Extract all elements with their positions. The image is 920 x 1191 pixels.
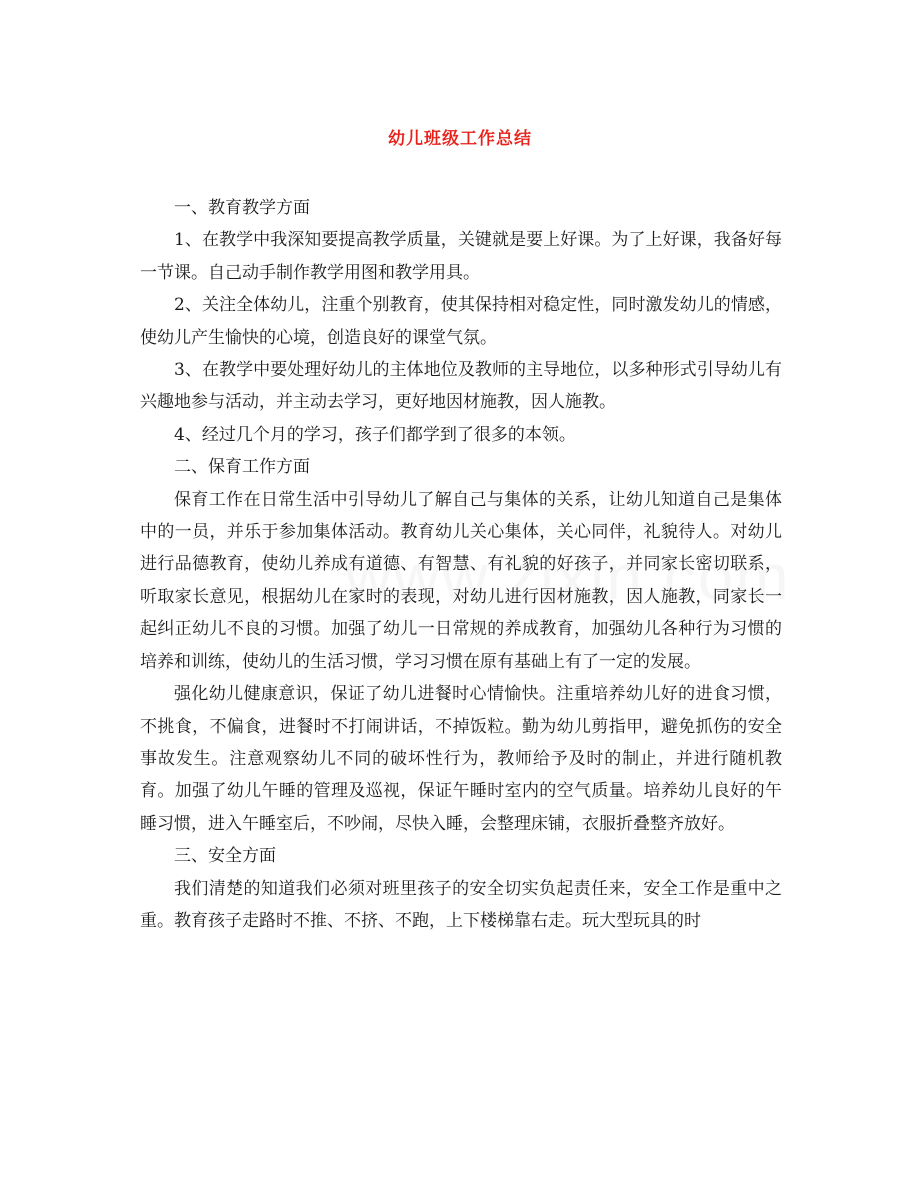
- document-body: [140, 192, 782, 937]
- paragraph: 2、关注全体幼儿，注重个别教育，使其保持相对稳定性，同时激发幼儿的情感，使幼儿产生愉快的心境，创造良好的课堂气氛。: [140, 295, 782, 348]
- paragraph: 我们清楚的知道我们必须对班里孩子的安全切实负起责任来，安全工作是重中之重。教育孩子走路时不推、不挤、不跑，上下楼梯靠右走。玩大型玩具的时: [140, 878, 782, 931]
- section-heading-teaching: 一、教育教学方面: [174, 198, 310, 218]
- paragraph: 强化幼儿健康意识，保证了幼儿进餐时心情愉快。注重培养幼儿好的进食习惯，不挑食，不偏食，进餐时不打闹讲话，不掉饭粒。勤为幼儿剪指甲，避免抓伤的安全事故发生。注意观察幼儿不同的破坏性行为，教师给予及时的制止，并进行随机教育。加强了幼儿午睡的管理及巡视，保证午睡时室内的空气质量。培养幼儿良好的午睡习惯，进入午睡室后，不吵闹，尽快入睡，会整理床铺，衣服折叠整齐放好。: [140, 684, 782, 834]
- section-heading-safety: 三、安全方面: [174, 846, 276, 867]
- section-heading-care: 二、保育工作方面: [174, 457, 310, 478]
- paragraph: 1、在教学中我深知要提高教学质量，关键就是要上好课。为了上好课，我备好每一节课。自己动手制作教学用图和教学用具。: [140, 230, 782, 283]
- paragraph: 保育工作在日常生活中引导幼儿了解自己与集体的关系，让幼儿知道自己是集体中的一员，并乐于参加集体活动。教育幼儿关心集体，关心同伴，礼貌待人。对幼儿进行品德教育，使幼儿养成有道德、有智慧、有礼貌的好孩子，并同家长密切联系，听取家长意见，根据幼儿在家时的表现，对幼儿进行因材施教，因人施教，同家长一起纠正幼儿不良的习惯。加强了幼儿一日常规的养成教育，加强幼儿各种行为习惯的培养和训练，使幼儿的生活习惯，学习习惯在原有基础上有了一定的发展。: [140, 489, 782, 672]
- paragraph: 3、在教学中要处理好幼儿的主体地位及教师的主导地位，以多种形式引导幼儿有兴趣地参与活动，并主动去学习，更好地因材施教，因人施教。: [140, 360, 782, 413]
- paragraph: 4、经过几个月的学习，孩子们都学到了很多的本领。: [174, 424, 576, 445]
- document-title: 幼儿班级工作总结: [388, 129, 532, 149]
